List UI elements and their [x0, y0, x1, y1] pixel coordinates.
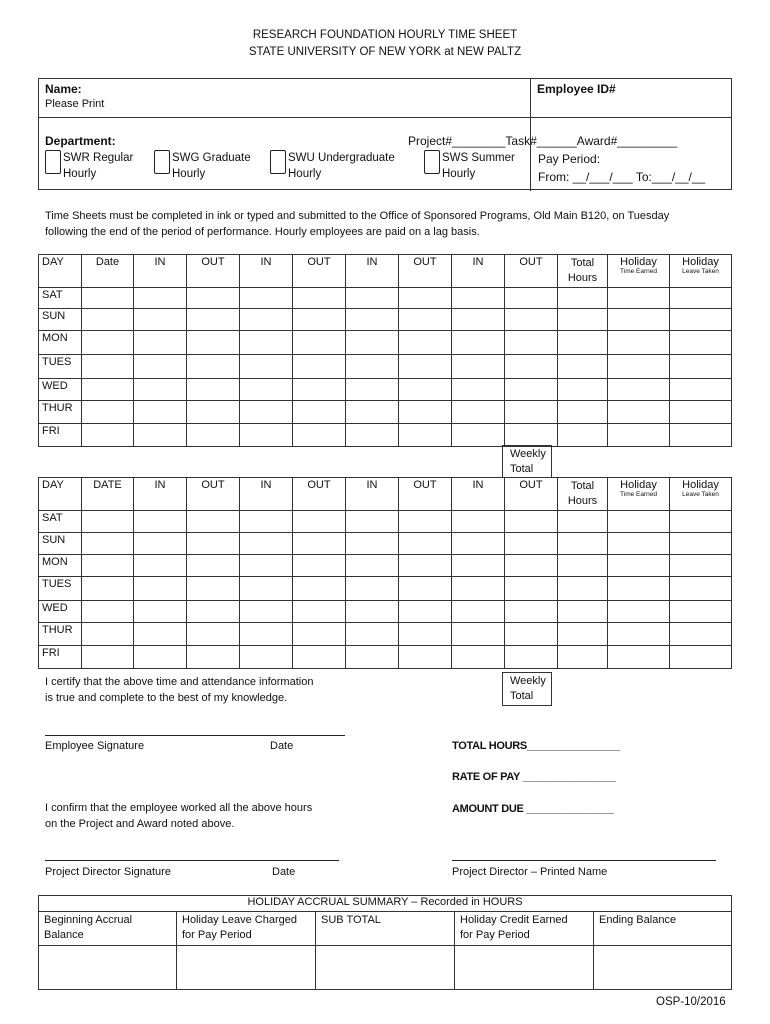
day-label: SAT — [39, 288, 82, 309]
time-entry-cell[interactable] — [240, 511, 293, 533]
time-entry-cell[interactable] — [505, 555, 558, 577]
time-entry-cell[interactable] — [558, 379, 608, 401]
col-header: IN — [240, 478, 293, 511]
table-row — [39, 424, 732, 447]
col-header: OUT — [293, 255, 346, 288]
time-entry-cell[interactable] — [134, 533, 187, 555]
form-id: OSP-10/2016 — [656, 996, 726, 1008]
table-row — [39, 288, 732, 309]
time-entry-cell[interactable] — [608, 646, 670, 669]
time-entry-cell[interactable] — [670, 288, 732, 309]
time-entry-cell[interactable] — [82, 288, 134, 309]
time-entry-cell[interactable] — [399, 511, 452, 533]
time-entry-cell[interactable] — [558, 401, 608, 424]
col-header: OUT — [505, 478, 558, 511]
time-entry-cell[interactable] — [187, 577, 240, 601]
project-director-signature-line[interactable] — [45, 860, 339, 861]
time-entry-cell[interactable] — [134, 555, 187, 577]
option-swu-undergraduate[interactable]: SWU Undergraduate Hourly — [270, 150, 395, 182]
time-entry-cell[interactable] — [670, 533, 732, 555]
time-entry-cell[interactable] — [399, 601, 452, 623]
time-entry-cell[interactable] — [608, 331, 670, 355]
time-entry-cell[interactable] — [608, 309, 670, 331]
table-row — [39, 577, 732, 601]
day-label: FRI — [39, 424, 82, 447]
time-entry-cell[interactable] — [134, 623, 187, 646]
time-entry-cell[interactable] — [82, 577, 134, 601]
time-entry-cell[interactable] — [505, 533, 558, 555]
time-entry-cell[interactable] — [505, 511, 558, 533]
time-entry-cell[interactable] — [82, 379, 134, 401]
time-entry-cell[interactable] — [452, 533, 505, 555]
name-field[interactable] — [45, 105, 525, 115]
time-entry-cell[interactable] — [82, 401, 134, 424]
day-label: FRI — [39, 646, 82, 669]
date-label: Date — [272, 866, 296, 878]
time-entry-cell[interactable] — [293, 355, 346, 379]
col-header: IN — [452, 478, 505, 511]
time-entry-cell[interactable] — [558, 309, 608, 331]
time-entry-cell[interactable] — [293, 331, 346, 355]
time-entry-cell[interactable] — [670, 309, 732, 331]
option-sws-summer[interactable]: SWS Summer Hourly — [424, 150, 515, 182]
time-entry-cell[interactable] — [399, 355, 452, 379]
time-entry-cell[interactable] — [558, 533, 608, 555]
checkbox-icon[interactable] — [45, 150, 61, 174]
time-entry-cell[interactable] — [82, 309, 134, 331]
time-entry-cell[interactable] — [187, 533, 240, 555]
time-entry-cell[interactable] — [505, 623, 558, 646]
time-entry-cell[interactable] — [399, 288, 452, 309]
total-hours-header: Total Hours — [558, 478, 608, 511]
table-row — [39, 379, 732, 401]
time-entry-cell[interactable] — [187, 424, 240, 447]
time-entry-cell[interactable] — [187, 331, 240, 355]
table-row — [39, 533, 732, 555]
time-entry-cell[interactable] — [505, 424, 558, 447]
time-entry-cell[interactable] — [134, 288, 187, 309]
time-entry-cell[interactable] — [608, 401, 670, 424]
time-entry-cell[interactable] — [670, 646, 732, 669]
holiday-earned-header: Holiday Time Earned — [608, 255, 670, 288]
time-entry-cell[interactable] — [346, 288, 399, 309]
time-entry-cell[interactable] — [82, 623, 134, 646]
project-director-printed-name-line[interactable] — [452, 860, 716, 861]
time-entry-cell[interactable] — [608, 533, 670, 555]
time-entry-cell[interactable] — [670, 577, 732, 601]
time-entry-cell[interactable] — [293, 533, 346, 555]
time-entry-cell[interactable] — [505, 379, 558, 401]
checkbox-icon[interactable] — [154, 150, 170, 174]
time-entry-cell[interactable] — [670, 511, 732, 533]
time-entry-cell[interactable] — [293, 555, 346, 577]
time-entry-cell[interactable] — [187, 555, 240, 577]
col-header: OUT — [293, 478, 346, 511]
col-header: DAY — [39, 478, 82, 511]
leave-charged-cell[interactable] — [177, 946, 316, 990]
department-label: Department: — [45, 134, 116, 148]
time-entry-cell[interactable] — [608, 288, 670, 309]
time-entry-cell[interactable] — [134, 511, 187, 533]
time-entry-cell[interactable] — [399, 533, 452, 555]
time-entry-cell[interactable] — [558, 511, 608, 533]
holiday-summary-entry-row — [39, 946, 732, 990]
table-row — [39, 401, 732, 424]
time-entry-cell[interactable] — [399, 424, 452, 447]
table-header-row — [39, 478, 732, 511]
time-entry-cell[interactable] — [346, 401, 399, 424]
time-entry-cell[interactable] — [240, 577, 293, 601]
time-entry-cell[interactable] — [293, 601, 346, 623]
time-entry-cell[interactable] — [187, 355, 240, 379]
time-entry-cell[interactable] — [187, 379, 240, 401]
university-name: STATE UNIVERSITY OF NEW YORK at NEW PALTZ — [248, 46, 522, 58]
time-entry-cell[interactable] — [134, 424, 187, 447]
time-entry-cell[interactable] — [452, 355, 505, 379]
time-entry-cell[interactable] — [134, 401, 187, 424]
time-entry-cell[interactable] — [670, 555, 732, 577]
time-entry-cell[interactable] — [452, 577, 505, 601]
time-entry-cell[interactable] — [452, 288, 505, 309]
credit-earned-cell[interactable] — [455, 946, 594, 990]
time-entry-cell[interactable] — [452, 424, 505, 447]
time-entry-cell[interactable] — [505, 646, 558, 669]
col-header: DATE — [82, 478, 134, 511]
time-entry-cell[interactable] — [505, 288, 558, 309]
time-entry-cell[interactable] — [346, 331, 399, 355]
time-entry-cell[interactable] — [608, 379, 670, 401]
week2-weekly-total[interactable]: Weekly Total — [502, 672, 552, 706]
time-entry-cell[interactable] — [608, 424, 670, 447]
time-entry-cell[interactable] — [452, 511, 505, 533]
form-title: RESEARCH FOUNDATION HOURLY TIME SHEET — [252, 29, 518, 41]
time-entry-cell[interactable] — [670, 424, 732, 447]
day-label: SUN — [39, 533, 82, 555]
day-label: MON — [39, 555, 82, 577]
col-header: IN — [240, 255, 293, 288]
beginning-accrual-header: Beginning Accrual Balance — [39, 912, 177, 946]
option-swr-regular[interactable]: SWR Regular Hourly — [45, 150, 133, 182]
employee-id-label: Employee ID# — [537, 82, 616, 96]
time-entry-cell[interactable] — [558, 355, 608, 379]
employee-id-field[interactable] — [537, 97, 727, 115]
table-row — [39, 601, 732, 623]
time-entry-cell[interactable] — [670, 401, 732, 424]
option-label: SWR Regular — [63, 152, 134, 164]
time-entry-cell[interactable] — [240, 331, 293, 355]
time-entry-cell[interactable] — [240, 288, 293, 309]
time-entry-cell[interactable] — [608, 511, 670, 533]
holiday-accrual-summary-table — [38, 895, 732, 990]
col-header: OUT — [187, 255, 240, 288]
time-entry-cell[interactable] — [240, 379, 293, 401]
time-entry-cell[interactable] — [240, 601, 293, 623]
time-entry-cell[interactable] — [670, 355, 732, 379]
time-entry-cell[interactable] — [399, 577, 452, 601]
time-entry-cell[interactable] — [608, 555, 670, 577]
col-header: Date — [82, 255, 134, 288]
time-entry-cell[interactable] — [240, 355, 293, 379]
time-entry-cell[interactable] — [240, 646, 293, 669]
time-entry-cell[interactable] — [505, 601, 558, 623]
time-entry-cell[interactable] — [346, 379, 399, 401]
col-header: OUT — [187, 478, 240, 511]
time-entry-cell[interactable] — [240, 555, 293, 577]
time-entry-cell[interactable] — [187, 511, 240, 533]
table-row — [39, 646, 732, 669]
time-entry-cell[interactable] — [670, 331, 732, 355]
time-entry-cell[interactable] — [82, 355, 134, 379]
time-entry-cell[interactable] — [346, 601, 399, 623]
time-entry-cell[interactable] — [293, 401, 346, 424]
time-entry-cell[interactable] — [187, 646, 240, 669]
amount-due-field[interactable]: AMOUNT DUE _______________ — [452, 803, 614, 815]
time-entry-cell[interactable] — [505, 309, 558, 331]
option-swg-graduate[interactable]: SWG Graduate Hourly — [154, 150, 251, 182]
table-row — [39, 331, 732, 355]
time-entry-cell[interactable] — [346, 577, 399, 601]
time-entry-cell[interactable] — [346, 555, 399, 577]
time-entry-cell[interactable] — [452, 401, 505, 424]
time-entry-cell[interactable] — [134, 577, 187, 601]
time-entry-cell[interactable] — [399, 646, 452, 669]
time-entry-cell[interactable] — [452, 309, 505, 331]
project-director-signature-label: Project Director Signature — [45, 866, 171, 878]
week1-weekly-total[interactable]: Weekly Total — [502, 445, 552, 478]
holiday-summary-title: HOLIDAY ACCRUAL SUMMARY – Recorded in HOURS — [39, 896, 732, 912]
certify-line1: I certify that the above time and attendance information — [45, 676, 314, 688]
time-entry-cell[interactable] — [558, 555, 608, 577]
day-label: TUES — [39, 355, 82, 379]
total-hours-field[interactable]: TOTAL HOURS________________ — [452, 740, 621, 752]
day-label: TUES — [39, 577, 82, 601]
time-entry-cell[interactable] — [134, 601, 187, 623]
time-entry-cell[interactable] — [452, 646, 505, 669]
col-header: DAY — [39, 255, 82, 288]
time-entry-cell[interactable] — [558, 577, 608, 601]
time-entry-cell[interactable] — [399, 331, 452, 355]
pay-period-label: Pay Period: — [538, 152, 601, 166]
time-entry-cell[interactable] — [293, 424, 346, 447]
subtotal-header: SUB TOTAL — [316, 912, 455, 946]
time-entry-cell[interactable] — [82, 646, 134, 669]
time-entry-cell[interactable] — [399, 309, 452, 331]
time-entry-cell[interactable] — [558, 424, 608, 447]
time-entry-cell[interactable] — [82, 511, 134, 533]
please-print-label: Please Print — [45, 98, 105, 110]
time-entry-cell[interactable] — [293, 511, 346, 533]
table-row — [39, 309, 732, 331]
project-task-award-line[interactable]: Project#________Task#______Award#_________ — [408, 134, 678, 148]
time-entry-cell[interactable] — [346, 511, 399, 533]
time-entry-cell[interactable] — [134, 646, 187, 669]
option-label: SWS Summer — [442, 152, 515, 164]
ending-balance-cell[interactable] — [594, 946, 732, 990]
time-entry-cell[interactable] — [399, 623, 452, 646]
time-entry-cell[interactable] — [346, 355, 399, 379]
time-entry-cell[interactable] — [346, 646, 399, 669]
project-director-printed-label: Project Director – Printed Name — [452, 866, 608, 878]
week2-timesheet-table — [38, 477, 732, 669]
time-entry-cell[interactable] — [134, 379, 187, 401]
time-entry-cell[interactable] — [505, 331, 558, 355]
leave-charged-header: Holiday Leave Charged for Pay Period — [177, 912, 316, 946]
day-label: THUR — [39, 401, 82, 424]
employee-signature-line[interactable] — [45, 735, 345, 736]
time-entry-cell[interactable] — [608, 355, 670, 379]
col-header: OUT — [399, 255, 452, 288]
total-hours-header: Total Hours — [558, 255, 608, 288]
time-entry-cell[interactable] — [293, 646, 346, 669]
option-label: SWU Undergraduate — [288, 152, 395, 164]
time-entry-cell[interactable] — [187, 623, 240, 646]
date-label: Date — [270, 740, 294, 752]
time-entry-cell[interactable] — [82, 424, 134, 447]
instructions-line1: Time Sheets must be completed in ink or typed and submitted to the Office of Sponsored Programs, Old Main B120, on Tuesday — [45, 210, 670, 222]
time-entry-cell[interactable] — [452, 379, 505, 401]
time-entry-cell[interactable] — [558, 646, 608, 669]
time-entry-cell[interactable] — [187, 288, 240, 309]
name-label: Name: — [45, 82, 82, 96]
time-entry-cell[interactable] — [187, 309, 240, 331]
time-entry-cell[interactable] — [82, 331, 134, 355]
time-entry-cell[interactable] — [187, 401, 240, 424]
option-label: SWG Graduate — [172, 152, 251, 164]
confirm-line1: I confirm that the employee worked all the above hours — [45, 802, 313, 814]
beginning-accrual-cell[interactable] — [39, 946, 177, 990]
time-entry-cell[interactable] — [346, 424, 399, 447]
time-entry-cell[interactable] — [293, 623, 346, 646]
time-entry-cell[interactable] — [187, 601, 240, 623]
time-entry-cell[interactable] — [608, 623, 670, 646]
pay-period-dates[interactable]: From: __/___/___ To:___/__/__ — [538, 170, 706, 184]
time-entry-cell[interactable] — [399, 401, 452, 424]
col-header: IN — [346, 255, 399, 288]
employee-signature-label: Employee Signature — [45, 740, 145, 752]
time-entry-cell[interactable] — [82, 555, 134, 577]
col-header: IN — [452, 255, 505, 288]
time-entry-cell[interactable] — [399, 555, 452, 577]
holiday-taken-header: Holiday Leave Taken — [670, 255, 732, 288]
time-entry-cell[interactable] — [240, 533, 293, 555]
col-header: IN — [134, 255, 187, 288]
certify-line2: is true and complete to the best of my knowledge. — [45, 692, 288, 704]
time-entry-cell[interactable] — [608, 601, 670, 623]
table-header-row — [39, 255, 732, 288]
col-header: IN — [346, 478, 399, 511]
subtotal-cell[interactable] — [316, 946, 455, 990]
time-entry-cell[interactable] — [608, 577, 670, 601]
credit-earned-header: Holiday Credit Earned for Pay Period — [455, 912, 594, 946]
time-entry-cell[interactable] — [82, 533, 134, 555]
time-entry-cell[interactable] — [670, 379, 732, 401]
table-row — [39, 623, 732, 646]
time-entry-cell[interactable] — [134, 355, 187, 379]
table-row — [39, 555, 732, 577]
day-label: MON — [39, 331, 82, 355]
time-entry-cell[interactable] — [346, 533, 399, 555]
time-entry-cell[interactable] — [558, 288, 608, 309]
checkbox-icon[interactable] — [270, 150, 286, 174]
time-entry-cell[interactable] — [346, 623, 399, 646]
time-entry-cell[interactable] — [240, 424, 293, 447]
day-label: WED — [39, 601, 82, 623]
time-entry-cell[interactable] — [240, 623, 293, 646]
holiday-taken-header: Holiday Leave Taken — [670, 478, 732, 511]
col-header: OUT — [505, 255, 558, 288]
day-label: SAT — [39, 511, 82, 533]
checkbox-icon[interactable] — [424, 150, 440, 174]
time-entry-cell[interactable] — [670, 601, 732, 623]
rate-of-pay-field[interactable]: RATE OF PAY ________________ — [452, 771, 616, 783]
time-entry-cell[interactable] — [134, 309, 187, 331]
day-label: THUR — [39, 623, 82, 646]
time-entry-cell[interactable] — [293, 379, 346, 401]
time-entry-cell[interactable] — [505, 577, 558, 601]
time-entry-cell[interactable] — [505, 401, 558, 424]
time-entry-cell[interactable] — [134, 331, 187, 355]
day-label: SUN — [39, 309, 82, 331]
time-entry-cell[interactable] — [399, 379, 452, 401]
time-entry-cell[interactable] — [558, 331, 608, 355]
table-row — [39, 511, 732, 533]
time-entry-cell[interactable] — [293, 577, 346, 601]
col-header: OUT — [399, 478, 452, 511]
time-entry-cell[interactable] — [452, 331, 505, 355]
time-entry-cell[interactable] — [82, 601, 134, 623]
time-entry-cell[interactable] — [240, 309, 293, 331]
time-entry-cell[interactable] — [452, 623, 505, 646]
time-entry-cell[interactable] — [558, 623, 608, 646]
holiday-earned-header: Holiday Time Earned — [608, 478, 670, 511]
col-header: IN — [134, 478, 187, 511]
week1-timesheet-table — [38, 254, 732, 447]
time-entry-cell[interactable] — [240, 401, 293, 424]
time-entry-cell[interactable] — [346, 309, 399, 331]
time-entry-cell[interactable] — [452, 601, 505, 623]
instructions-line2: following the end of the period of performance. Hourly employees are paid on a lag basis. — [45, 226, 480, 238]
table-row — [39, 355, 732, 379]
time-entry-cell[interactable] — [505, 355, 558, 379]
time-entry-cell[interactable] — [293, 288, 346, 309]
time-entry-cell[interactable] — [452, 555, 505, 577]
ending-balance-header: Ending Balance — [594, 912, 732, 946]
time-entry-cell[interactable] — [293, 309, 346, 331]
time-entry-cell[interactable] — [558, 601, 608, 623]
day-label: WED — [39, 379, 82, 401]
confirm-line2: on the Project and Award noted above. — [45, 818, 235, 830]
time-entry-cell[interactable] — [670, 623, 732, 646]
